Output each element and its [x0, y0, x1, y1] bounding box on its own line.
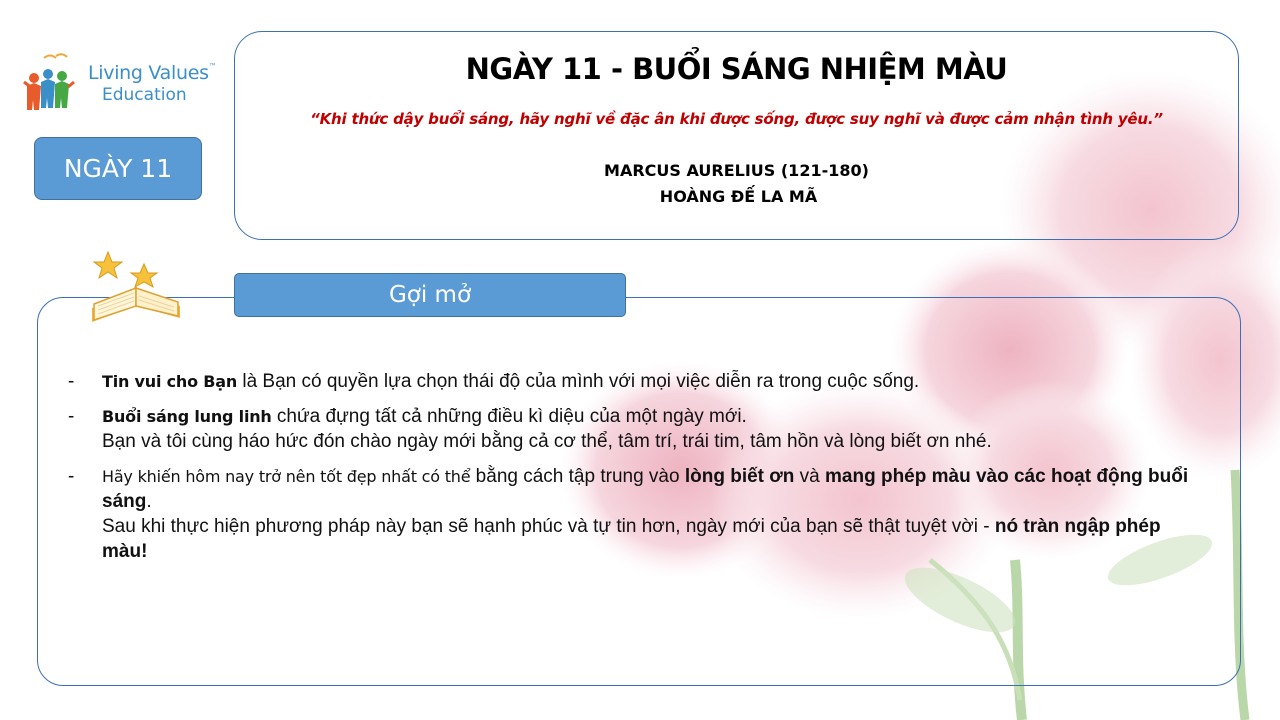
day-badge: NGÀY 11 — [34, 137, 202, 200]
bullet-text: chứa đựng tất cả những điều kì diệu của một ngày mới. — [271, 406, 747, 427]
bullet-bold-text: mang phép màu vào các hoạt động buổi sáng — [102, 466, 1189, 512]
bullet-dash: - — [68, 466, 75, 487]
bullet-text: . — [146, 491, 152, 512]
bullet-bold-text: lòng biết ơn — [684, 466, 795, 487]
logo-subtitle: Education — [102, 85, 187, 105]
bullet-bold-text: nó tràn ngập phép màu! — [102, 516, 1161, 562]
page-title: NGÀY 11 - BUỔI SÁNG NHIỆM MÀU — [465, 52, 1008, 86]
logo-title: Living Values — [88, 62, 209, 84]
bullet-lead: Hãy khiến hôm nay trở nên tốt đẹp nhất có thể — [102, 467, 471, 486]
list-item — [68, 369, 1198, 394]
bullet-text-line2: Bạn và tôi cùng háo hức đón chào ngày mới bằng cả cơ thể, tâm trí, trái tim, tâm hồn và lòng biết ơn nhé. — [102, 431, 992, 452]
bullet-text-line2: Sau khi thực hiện phương pháp này bạn sẽ hạnh phúc và tự tin hơn, ngày mới của bạn sẽ thật tuyệt vời - — [102, 516, 995, 537]
quote-text: “Khi thức dậy buổi sáng, hãy nghĩ về đặc ân khi được sống, được suy nghĩ và được cảm nhận tình yêu.” — [310, 110, 1163, 128]
children-figures-logo-icon — [22, 52, 84, 114]
bullet-text: bằng cách tập trung vào — [470, 466, 685, 487]
list-item — [68, 404, 1198, 454]
bullet-text: và — [794, 466, 826, 487]
bullet-list — [68, 369, 1198, 574]
bullet-text: là Bạn có quyền lựa chọn thái độ của mình với mọi việc diễn ra trong cuộc sống. — [237, 371, 920, 392]
bullet-dash: - — [68, 406, 75, 427]
list-item — [68, 464, 1198, 564]
living-values-logo — [22, 52, 222, 112]
bullet-lead: Buổi sáng lung linh — [102, 407, 272, 426]
bullet-lead: Tin vui cho Bạn — [102, 372, 238, 391]
header-box — [234, 31, 1239, 240]
bullet-dash: - — [68, 371, 75, 392]
section-tab-goi-mo: Gợi mở — [234, 273, 626, 317]
quote-author: MARCUS AURELIUS (121-180) — [604, 161, 869, 180]
quote-author-title: HOÀNG ĐẾ LA MÃ — [659, 187, 818, 206]
trademark-mark: ™ — [208, 62, 217, 71]
open-book-stars-icon — [84, 246, 194, 336]
